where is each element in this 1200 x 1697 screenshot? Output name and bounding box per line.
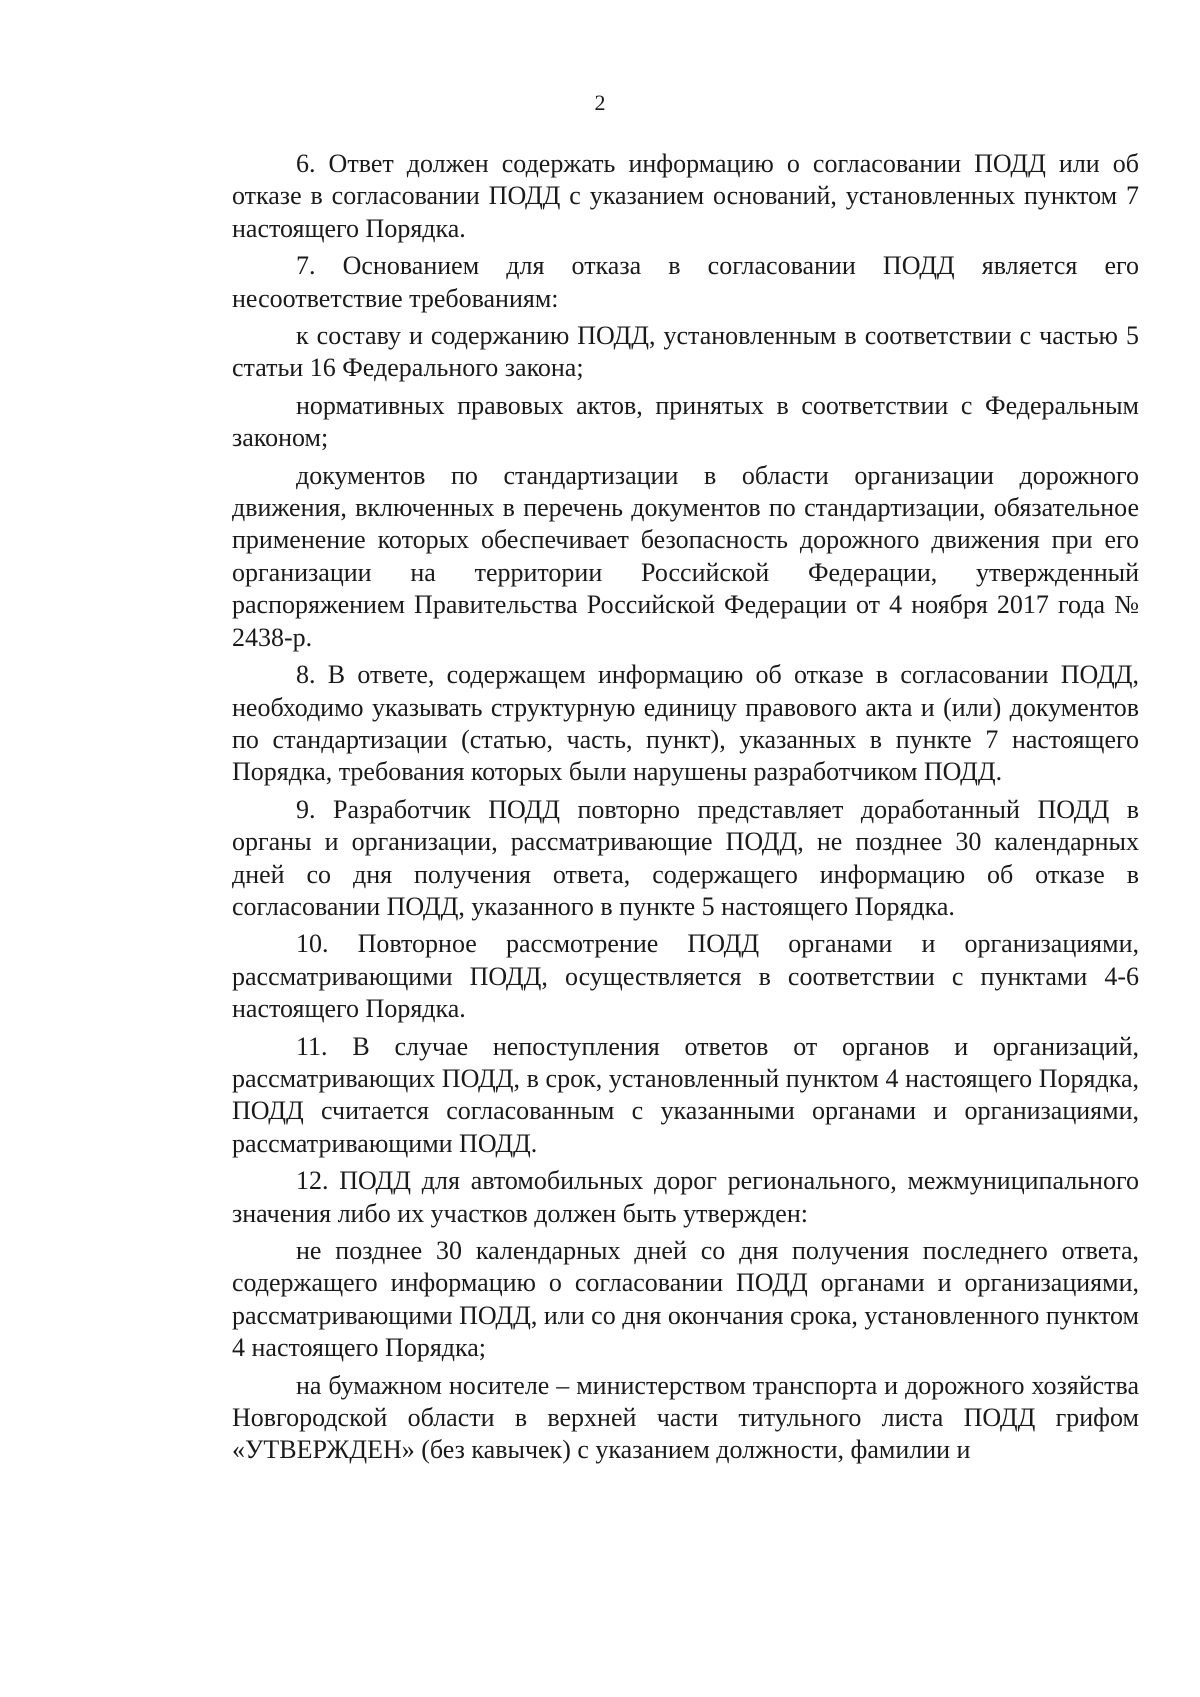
paragraph-requirement-normative-acts: нормативных правовых актов, принятых в соответствии с Федеральным законом; [232, 390, 1139, 453]
paragraph-item-11: 11. В случае непоступления ответов от органов и организаций, рассматривающих ПОДД, в срок, установленный пунктом 4 настоящего Порядка, ПОДД считается согласованным с указанными органами и организациями, рассматривающими ПОДД. [232, 1031, 1139, 1158]
paragraph-item-8: 8. В ответе, содержащем информацию об отказе в согласовании ПОДД, необходимо указывать структурную единицу правового акта и (или) документов по стандартизации (статью, часть, пункт), указанных в пункте 7 настоящего Порядка, требования которых были нарушены разработчиком ПОДД. [232, 660, 1139, 787]
paragraph-item-7: 7. Основанием для отказа в согласовании ПОДД является его несоответствие требованиям: [232, 251, 1139, 313]
paragraph-approval-deadline: не позднее 30 календарных дней со дня получения последнего ответа, содержащего информацию о согласовании ПОДД органами и организациями, рассматривающими ПОДД, или со дня окончания срока, установленного пунктом 4 настоящего Порядка; [232, 1236, 1139, 1363]
paragraph-item-9: 9. Разработчик ПОДД повторно представляет доработанный ПОДД в органы и организации, рассматривающие ПОДД, не позднее 30 календарных дней со дня получения ответа, содержащего информацию об отказе в согласовании ПОДД, указанного в пункте 5 настоящего Порядка. [232, 794, 1139, 921]
page-number: 2 [594, 90, 606, 115]
paragraph-item-10: 10. Повторное рассмотрение ПОДД органами и организациями, рассматривающими ПОДД, осуществляется в соответствии с пунктами 4-6 настоящего Порядка. [232, 929, 1139, 1024]
paragraph-requirement-composition: к составу и содержанию ПОДД, установленным в соответствии с частью 5 статьи 16 Федерального закона; [232, 321, 1139, 383]
paragraph-item-6: 6. Ответ должен содержать информацию о согласовании ПОДД или об отказе в согласовании ПОДД с указанием оснований, установленных пунктом 7 настоящего Порядка. [232, 149, 1139, 243]
document-body [232, 148, 1139, 1467]
paragraph-approval-paper: на бумажном носителе – министерством транспорта и дорожного хозяйства Новгородской области в верхней части титульного листа ПОДД грифом «УТВЕРЖДЕН» (без кавычек) с указанием должности, фамилии и [232, 1370, 1139, 1465]
paragraph-item-12: 12. ПОДД для автомобильных дорог регионального, межмуниципального значения либо их участков должен быть утвержден: [232, 1166, 1139, 1228]
paragraph-requirement-standards: документов по стандартизации в области организации дорожного движения, включенных в перечень документов по стандартизации, обязательное применение которых обеспечивает безопасность дорожного движения при его организации на территории Российской Федерации, утвержденный распоряжением Правительства Российской Федерации от 4 ноября 2017 года № 2438-р. [232, 460, 1139, 652]
